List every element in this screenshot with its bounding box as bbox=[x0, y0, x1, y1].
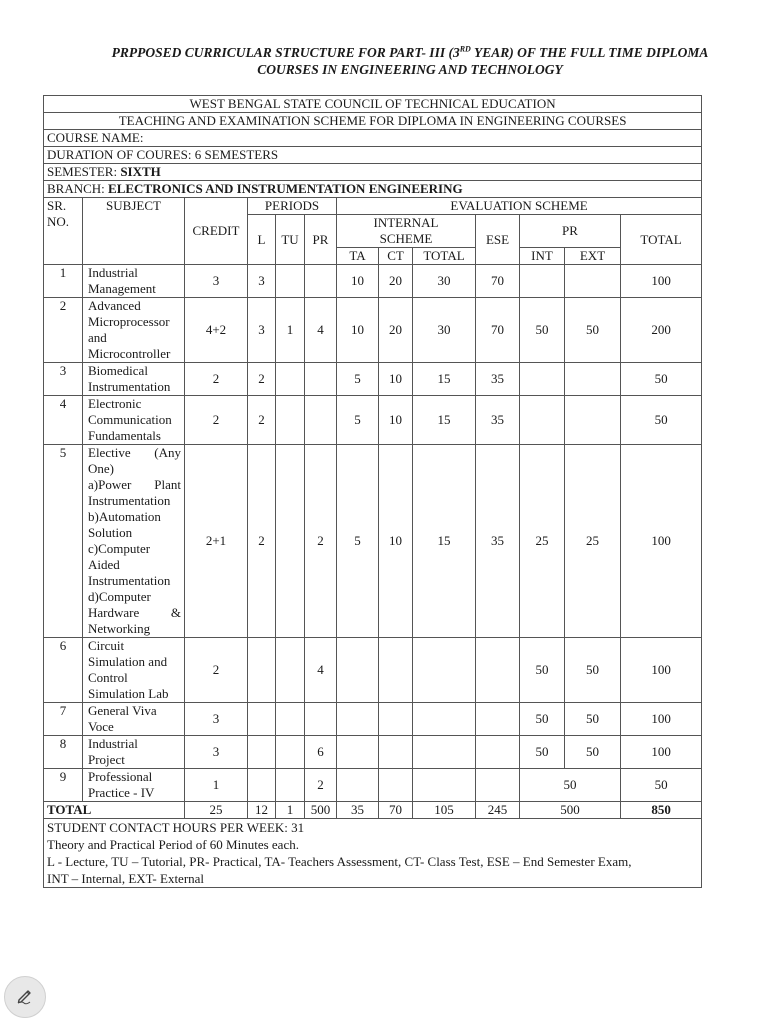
row-sr-no: 4 bbox=[44, 396, 83, 445]
subject-line: and bbox=[88, 330, 107, 345]
subject-line: Simulation and bbox=[88, 654, 168, 669]
totals-label: TOTAL bbox=[44, 802, 185, 819]
row-subject bbox=[83, 298, 185, 363]
cell-total: 50 bbox=[621, 396, 702, 445]
cell-tu: 1 bbox=[276, 298, 305, 363]
cell-ese: 70 bbox=[476, 265, 520, 298]
cell-ese: 35 bbox=[476, 445, 520, 638]
cell-total: 100 bbox=[621, 736, 702, 769]
cell-ta: 5 bbox=[337, 363, 379, 396]
cell-int: 50 bbox=[520, 703, 565, 736]
subject-line: Biomedical bbox=[88, 363, 148, 378]
cell-credit: 4+2 bbox=[185, 298, 248, 363]
cell-total: 200 bbox=[621, 298, 702, 363]
header-ese: ESE bbox=[476, 215, 520, 265]
curriculum-table bbox=[43, 95, 702, 888]
cell-ct bbox=[379, 703, 413, 736]
cell-ct: 10 bbox=[379, 396, 413, 445]
row-subject bbox=[83, 445, 185, 638]
cell-ese bbox=[476, 736, 520, 769]
subject-line: One) bbox=[88, 461, 114, 476]
note-line: L - Lecture, TU – Tutorial, PR- Practical, TA- Teachers Assessment, CT- Class Test, ESE – End Semester Exam, bbox=[47, 854, 632, 869]
cell-pr-merged: 50 bbox=[520, 769, 621, 802]
header-internal-scheme: INTERNAL SCHEME bbox=[337, 215, 476, 248]
cell-ct: 20 bbox=[379, 298, 413, 363]
cell-int: 50 bbox=[520, 638, 565, 703]
total-int-total: 105 bbox=[413, 802, 476, 819]
table-row bbox=[44, 396, 702, 445]
subject-line: Fundamentals bbox=[88, 428, 161, 443]
header-total: TOTAL bbox=[621, 215, 702, 265]
cell-ext: 50 bbox=[565, 736, 621, 769]
header-pr-eval: PR bbox=[520, 215, 621, 248]
cell-l: 3 bbox=[248, 265, 276, 298]
note-line: INT – Internal, EXT- External bbox=[47, 871, 205, 886]
header-tu: TU bbox=[276, 215, 305, 265]
cell-pr: 4 bbox=[305, 298, 337, 363]
cell-ext: 50 bbox=[565, 703, 621, 736]
cell-pr: 2 bbox=[305, 445, 337, 638]
header-evaluation-scheme: EVALUATION SCHEME bbox=[337, 198, 702, 215]
subject-line: Management bbox=[88, 281, 156, 296]
cell-total: 100 bbox=[621, 638, 702, 703]
cell-ta bbox=[337, 638, 379, 703]
cell-l bbox=[248, 736, 276, 769]
cell-credit: 3 bbox=[185, 736, 248, 769]
note-line: STUDENT CONTACT HOURS PER WEEK: 31 bbox=[47, 820, 305, 835]
subject-line: a)Power Plant bbox=[88, 477, 181, 492]
table-row bbox=[44, 769, 702, 802]
cell-int-total: 30 bbox=[413, 265, 476, 298]
page-heading bbox=[60, 44, 760, 78]
cell-int-total: 15 bbox=[413, 396, 476, 445]
subject-line: General Viva bbox=[88, 703, 157, 718]
header-periods: PERIODS bbox=[248, 198, 337, 215]
row-subject bbox=[83, 396, 185, 445]
cell-ese: 35 bbox=[476, 363, 520, 396]
cell-pr bbox=[305, 363, 337, 396]
cell-ct: 10 bbox=[379, 363, 413, 396]
table-row bbox=[44, 736, 702, 769]
header-int: INT bbox=[520, 248, 565, 265]
table-row bbox=[44, 445, 702, 638]
subject-line: Control bbox=[88, 670, 128, 685]
table-row bbox=[44, 298, 702, 363]
cell-credit: 2 bbox=[185, 363, 248, 396]
cell-int-total bbox=[413, 638, 476, 703]
cell-ese bbox=[476, 769, 520, 802]
header-ct: CT bbox=[379, 248, 413, 265]
subject-line: Advanced bbox=[88, 298, 141, 313]
cell-ext bbox=[565, 363, 621, 396]
course-name: COURSE NAME: bbox=[44, 130, 702, 147]
cell-total: 50 bbox=[621, 363, 702, 396]
row-sr-no: 9 bbox=[44, 769, 83, 802]
cell-ese: 35 bbox=[476, 396, 520, 445]
cell-int bbox=[520, 363, 565, 396]
pen-icon bbox=[15, 985, 35, 1010]
cell-total: 100 bbox=[621, 703, 702, 736]
heading-line-1: PRPPOSED CURRICULAR STRUCTURE FOR PART- III (3RD YEAR) OF THE FULL TIME DIPLOMA bbox=[111, 44, 709, 60]
cell-ext: 50 bbox=[565, 298, 621, 363]
subject-line: Microcontroller bbox=[88, 346, 171, 361]
subject-line: Instrumentation bbox=[88, 493, 171, 508]
cell-int-total bbox=[413, 703, 476, 736]
cell-pr bbox=[305, 265, 337, 298]
total-l: 12 bbox=[248, 802, 276, 819]
cell-int-total: 15 bbox=[413, 445, 476, 638]
cell-tu bbox=[276, 363, 305, 396]
subject-line: Microprocessor bbox=[88, 314, 170, 329]
council-name: WEST BENGAL STATE COUNCIL OF TECHNICAL EDUCATION bbox=[44, 96, 702, 113]
cell-ta bbox=[337, 736, 379, 769]
cell-l: 3 bbox=[248, 298, 276, 363]
cell-ta bbox=[337, 703, 379, 736]
row-sr-no: 6 bbox=[44, 638, 83, 703]
cell-int: 50 bbox=[520, 298, 565, 363]
row-sr-no: 1 bbox=[44, 265, 83, 298]
total-ct: 70 bbox=[379, 802, 413, 819]
cell-credit: 2 bbox=[185, 638, 248, 703]
scheme-title: TEACHING AND EXAMINATION SCHEME FOR DIPLOMA IN ENGINEERING COURSES bbox=[44, 113, 702, 130]
total-pr: 500 bbox=[520, 802, 621, 819]
cell-tu bbox=[276, 736, 305, 769]
grand-total: 850 bbox=[621, 802, 702, 819]
total-tu: 1 bbox=[276, 802, 305, 819]
branch: BRANCH: ELECTRONICS AND INSTRUMENTATION ENGINEERING bbox=[44, 181, 702, 198]
totals-row bbox=[44, 802, 702, 819]
cell-credit: 3 bbox=[185, 703, 248, 736]
cell-ext: 25 bbox=[565, 445, 621, 638]
semester: SEMESTER: SIXTH bbox=[44, 164, 702, 181]
row-subject bbox=[83, 265, 185, 298]
row-subject bbox=[83, 703, 185, 736]
cell-total: 50 bbox=[621, 769, 702, 802]
header-ta: TA bbox=[337, 248, 379, 265]
annotate-button[interactable] bbox=[4, 976, 46, 1018]
cell-int bbox=[520, 396, 565, 445]
table-row bbox=[44, 363, 702, 396]
cell-int: 50 bbox=[520, 736, 565, 769]
cell-credit: 2 bbox=[185, 396, 248, 445]
total-pr: 500 bbox=[305, 802, 337, 819]
notes-block bbox=[44, 819, 702, 888]
row-sr-no: 5 bbox=[44, 445, 83, 638]
header-sr-no: SR. NO. bbox=[44, 198, 83, 265]
row-subject bbox=[83, 638, 185, 703]
cell-int: 25 bbox=[520, 445, 565, 638]
table-row bbox=[44, 703, 702, 736]
header-credit: CREDIT bbox=[185, 198, 248, 265]
subject-line: d)Computer bbox=[88, 589, 151, 604]
cell-tu bbox=[276, 638, 305, 703]
cell-ct: 20 bbox=[379, 265, 413, 298]
total-credit: 25 bbox=[185, 802, 248, 819]
row-sr-no: 3 bbox=[44, 363, 83, 396]
cell-credit: 2+1 bbox=[185, 445, 248, 638]
subject-line: Elective (Any bbox=[88, 445, 181, 460]
subject-line: Professional bbox=[88, 769, 153, 784]
subject-line: Communication bbox=[88, 412, 172, 427]
cell-total: 100 bbox=[621, 445, 702, 638]
cell-credit: 3 bbox=[185, 265, 248, 298]
cell-tu bbox=[276, 703, 305, 736]
row-subject bbox=[83, 769, 185, 802]
cell-l: 2 bbox=[248, 396, 276, 445]
subject-line: Instrumentation bbox=[88, 573, 171, 588]
cell-ct bbox=[379, 736, 413, 769]
cell-ta: 10 bbox=[337, 298, 379, 363]
cell-total: 100 bbox=[621, 265, 702, 298]
note-line: Theory and Practical Period of 60 Minutes each. bbox=[47, 837, 299, 852]
cell-ese bbox=[476, 703, 520, 736]
header-ext: EXT bbox=[565, 248, 621, 265]
subject-line: Simulation Lab bbox=[88, 686, 169, 701]
subject-line: Practice - IV bbox=[88, 785, 155, 800]
cell-ta bbox=[337, 769, 379, 802]
subject-line: Industrial bbox=[88, 736, 138, 751]
cell-ct: 10 bbox=[379, 445, 413, 638]
subject-line: Networking bbox=[88, 621, 151, 636]
row-subject bbox=[83, 736, 185, 769]
subject-line: Electronic bbox=[88, 396, 142, 411]
cell-pr: 4 bbox=[305, 638, 337, 703]
total-ese: 245 bbox=[476, 802, 520, 819]
cell-ct bbox=[379, 638, 413, 703]
total-ta: 35 bbox=[337, 802, 379, 819]
cell-int-total bbox=[413, 769, 476, 802]
cell-ta: 5 bbox=[337, 396, 379, 445]
cell-credit: 1 bbox=[185, 769, 248, 802]
header-internal-total: TOTAL bbox=[413, 248, 476, 265]
cell-ext bbox=[565, 396, 621, 445]
cell-ta: 5 bbox=[337, 445, 379, 638]
cell-pr: 6 bbox=[305, 736, 337, 769]
cell-pr bbox=[305, 703, 337, 736]
cell-tu bbox=[276, 769, 305, 802]
cell-tu bbox=[276, 396, 305, 445]
subject-line: Industrial bbox=[88, 265, 138, 280]
header-pr: PR bbox=[305, 215, 337, 265]
cell-ct bbox=[379, 769, 413, 802]
cell-ese: 70 bbox=[476, 298, 520, 363]
subject-line: Solution bbox=[88, 525, 133, 540]
cell-l bbox=[248, 638, 276, 703]
cell-ese bbox=[476, 638, 520, 703]
cell-ext: 50 bbox=[565, 638, 621, 703]
cell-int-total: 30 bbox=[413, 298, 476, 363]
cell-ext bbox=[565, 265, 621, 298]
header-l: L bbox=[248, 215, 276, 265]
subject-line: Aided bbox=[88, 557, 120, 572]
subject-line: Circuit bbox=[88, 638, 125, 653]
row-sr-no: 8 bbox=[44, 736, 83, 769]
subject-line: Hardware & bbox=[88, 605, 181, 620]
course-duration: DURATION OF COURES: 6 SEMESTERS bbox=[44, 147, 702, 164]
heading-line-2: COURSES IN ENGINEERING AND TECHNOLOGY bbox=[257, 62, 563, 77]
cell-int bbox=[520, 265, 565, 298]
table-row bbox=[44, 265, 702, 298]
cell-l: 2 bbox=[248, 445, 276, 638]
cell-tu bbox=[276, 445, 305, 638]
cell-ta: 10 bbox=[337, 265, 379, 298]
cell-l bbox=[248, 769, 276, 802]
cell-l bbox=[248, 703, 276, 736]
cell-pr: 2 bbox=[305, 769, 337, 802]
cell-l: 2 bbox=[248, 363, 276, 396]
subject-line: Instrumentation bbox=[88, 379, 171, 394]
row-subject bbox=[83, 363, 185, 396]
subject-line: Project bbox=[88, 752, 125, 767]
row-sr-no: 2 bbox=[44, 298, 83, 363]
subject-line: Voce bbox=[88, 719, 114, 734]
header-subject: SUBJECT bbox=[83, 198, 185, 265]
table-row bbox=[44, 638, 702, 703]
cell-pr bbox=[305, 396, 337, 445]
cell-int-total: 15 bbox=[413, 363, 476, 396]
cell-tu bbox=[276, 265, 305, 298]
row-sr-no: 7 bbox=[44, 703, 83, 736]
cell-int-total bbox=[413, 736, 476, 769]
subject-line: c)Computer bbox=[88, 541, 151, 556]
subject-line: b)Automation bbox=[88, 509, 161, 524]
